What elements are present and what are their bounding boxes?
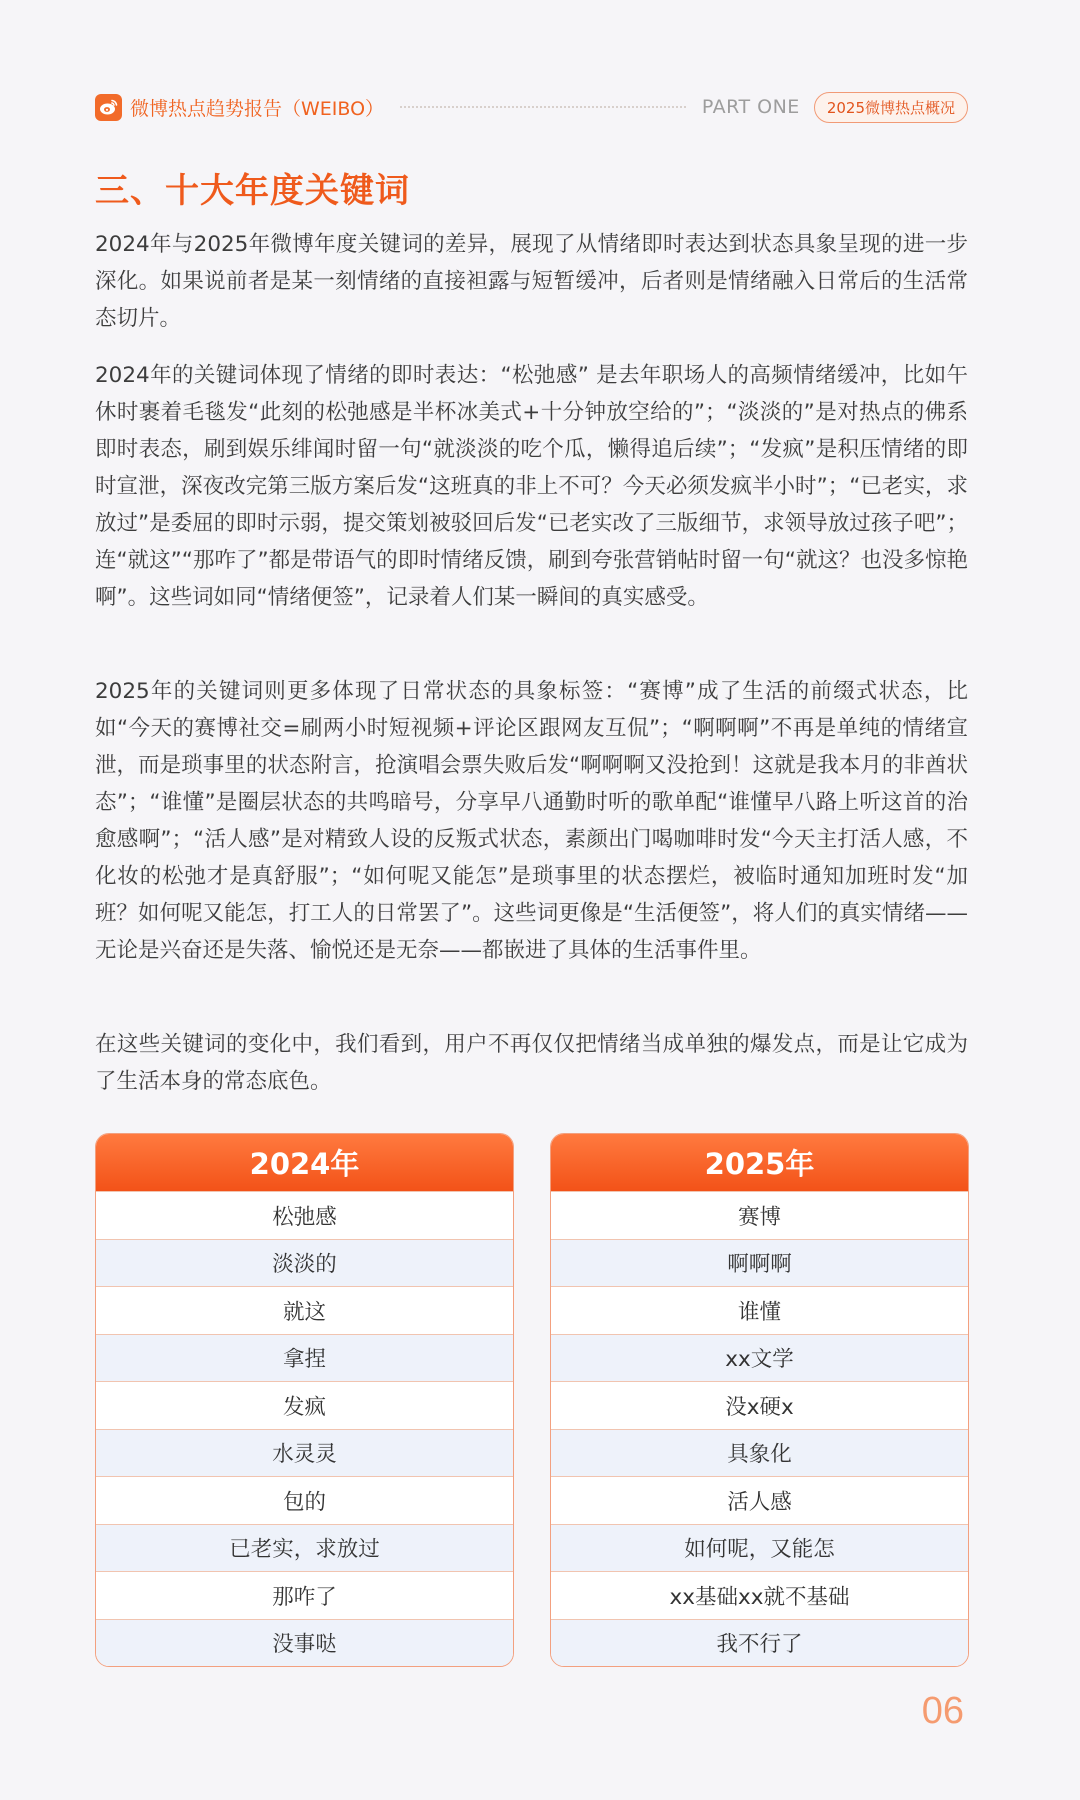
- keyword-table-2024: [95, 1133, 514, 1667]
- keyword-row: 啊啊啊: [551, 1239, 968, 1287]
- keyword-row: xx基础xx就不基础: [551, 1571, 968, 1619]
- keyword-row: 如何呢，又能怎: [551, 1524, 968, 1572]
- weibo-logo-icon: [95, 94, 122, 121]
- report-header: [95, 90, 968, 124]
- paragraph-intro: 2024年与2025年微博年度关键词的差异，展现了从情绪即时表达到状态具象呈现的进一步深化。如果说前者是某一刻情绪的直接袒露与短暂缓冲，后者则是情绪融入日常后的生活常态切片。: [95, 232, 968, 331]
- keyword-row: 活人感: [551, 1476, 968, 1524]
- keyword-table-2025: [550, 1133, 969, 1667]
- paragraph-conclusion: 在这些关键词的变化中，我们看到，用户不再仅仅把情绪当成单独的爆发点，而是让它成为了生活本身的常态底色。: [95, 1032, 968, 1094]
- keyword-row: 赛博: [551, 1191, 968, 1239]
- keyword-row: 谁懂: [551, 1286, 968, 1334]
- keyword-row: 拿捏: [96, 1334, 513, 1382]
- table-header-2024: 2024年: [96, 1134, 513, 1191]
- keyword-row: 那咋了: [96, 1571, 513, 1619]
- paragraph-2024: 2024年的关键词体现了情绪的即时表达：“松弛感” 是去年职场人的高频情绪缓冲，比如午休时裹着毛毯发“此刻的松弛感是半杯冰美式+十分钟放空给的”；“淡淡的”是对热点的佛系即时表态，刷到娱乐绯闻时留一句“就淡淡的吃个瓜，懒得追后续”；“发疯”是积压情绪的即时宣泄，深夜改完第三版方案后发“这班真的非上不可？今天必须发疯半小时”；“已老实，求放过”是委屈的即时示弱，提交策划被驳回后发“已老实改了三版细节，求领导放过孩子吧”；连“就这”“那咋了”都是带语气的即时情绪反馈，刷到夸张营销帖时留一句“就这？也没多惊艳啊”。这些词如同“情绪便签”，记录着人们某一瞬间的真实感受。: [95, 363, 968, 610]
- header-divider: [400, 106, 686, 108]
- keyword-row: 具象化: [551, 1429, 968, 1477]
- section-badge: 2025微博热点概况: [814, 92, 968, 123]
- keyword-row: 发疯: [96, 1381, 513, 1429]
- keyword-row: 水灵灵: [96, 1429, 513, 1477]
- keyword-row: 我不行了: [551, 1619, 968, 1667]
- report-title: 微博热点趋势报告（WEIBO）: [130, 97, 385, 120]
- paragraph-2025: 2025年的关键词则更多体现了日常状态的具象标签：“赛博”成了生活的前缀式状态，比如“今天的赛博社交=刷两小时短视频+评论区跟网友互侃”；“啊啊啊”不再是单纯的情绪宣泄，而是琐事里的状态附言，抢演唱会票失败后发“啊啊啊又没抢到！这就是我本月的非酋状态”；“谁懂”是圈层状态的共鸣暗号，分享早八通勤时听的歌单配“谁懂早八路上听这首的治愈感啊”；“活人感”是对精致人设的反叛式状态，素颜出门喝咖啡时发“今天主打活人感，不化妆的松弛才是真舒服”；“如何呢又能怎”是琐事里的状态摆烂，被临时通知加班时发“加班？如何呢又能怎，打工人的日常罢了”。这些词更像是“生活便签”，将人们的真实情绪——无论是兴奋还是失落、愉悦还是无奈——都嵌进了具体的生活事件里。: [95, 679, 968, 963]
- part-label: PART ONE: [701, 96, 800, 118]
- keyword-row: 没事哒: [96, 1619, 513, 1667]
- keyword-row: 淡淡的: [96, 1239, 513, 1287]
- keyword-row: 已老实，求放过: [96, 1524, 513, 1572]
- table-header-2025: 2025年: [551, 1134, 968, 1191]
- section-title: 三、十大年度关键词: [95, 171, 410, 211]
- page-number: 06: [921, 1690, 964, 1732]
- keyword-row: 松弛感: [96, 1191, 513, 1239]
- keyword-row: 包的: [96, 1476, 513, 1524]
- keyword-row: 就这: [96, 1286, 513, 1334]
- keyword-row: 没x硬x: [551, 1381, 968, 1429]
- keyword-row: xx文学: [551, 1334, 968, 1382]
